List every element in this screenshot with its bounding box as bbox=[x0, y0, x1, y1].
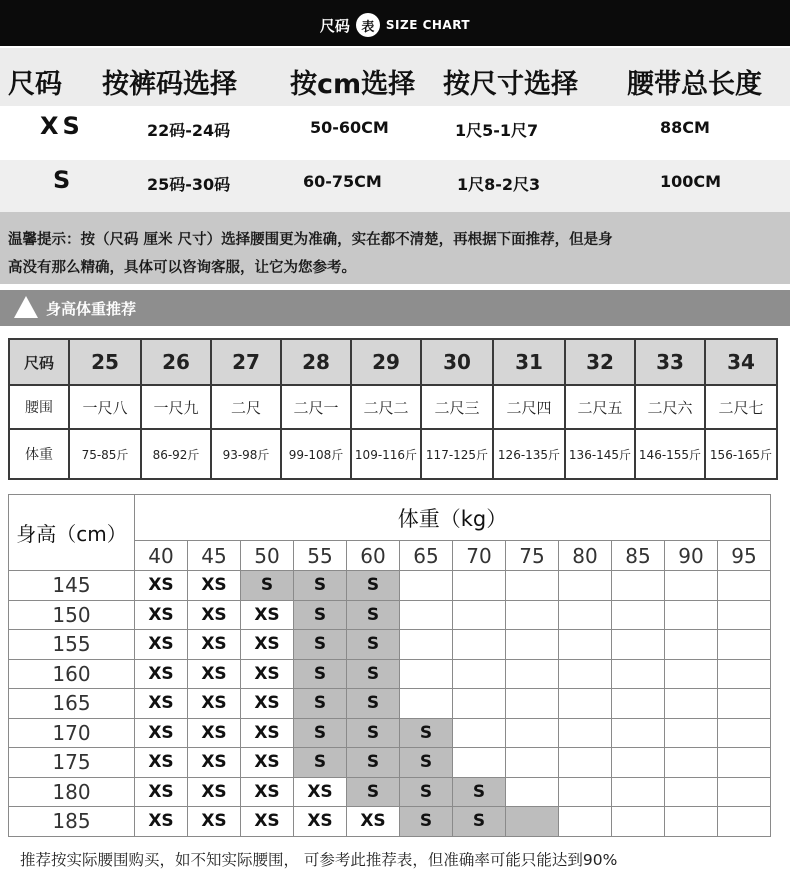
size-recommendation-cell: XS bbox=[188, 630, 241, 660]
weight-col-header: 80 bbox=[559, 541, 612, 571]
waist-cell: 二尺一 bbox=[281, 385, 351, 429]
cm-range: 50-60CM bbox=[310, 118, 389, 137]
tip-line-2: 高没有那么精确，具体可以咨询客服，让它为您参考。 bbox=[8, 260, 356, 276]
weight-cell: 117-125斤 bbox=[421, 429, 493, 479]
height-cell: 165 bbox=[9, 689, 135, 719]
size-recommendation-cell bbox=[559, 718, 612, 748]
size-recommendation-cell bbox=[506, 600, 559, 630]
hw-row bbox=[9, 777, 771, 807]
height-cell: 180 bbox=[9, 777, 135, 807]
col-chi: 按尺寸选择 bbox=[443, 69, 578, 100]
size-recommendation-cell: XS bbox=[294, 777, 347, 807]
size-recommendation-cell: XS bbox=[241, 748, 294, 778]
size-cell: 28 bbox=[281, 339, 351, 385]
size-recommendation-cell: S bbox=[241, 571, 294, 601]
size-recommendation-cell: S bbox=[294, 748, 347, 778]
size-cell: 30 bbox=[421, 339, 493, 385]
hw-row bbox=[9, 600, 771, 630]
weight-cell: 86-92斤 bbox=[141, 429, 211, 479]
size-recommendation-cell: XS bbox=[241, 689, 294, 719]
size-recommendation-cell bbox=[453, 571, 506, 601]
waist-table bbox=[8, 338, 778, 480]
weight-col-header: 50 bbox=[241, 541, 294, 571]
waist-cell: 二尺五 bbox=[565, 385, 635, 429]
size-recommendation-cell bbox=[506, 630, 559, 660]
header-bar bbox=[0, 0, 790, 46]
size-row-s bbox=[0, 160, 790, 212]
waist-row-size bbox=[9, 339, 777, 385]
size-recommendation-cell: XS bbox=[135, 718, 188, 748]
size-label: XS bbox=[40, 112, 84, 140]
hw-row bbox=[9, 807, 771, 837]
size-label: S bbox=[53, 166, 75, 194]
size-recommendation-cell bbox=[718, 718, 771, 748]
size-cell: 31 bbox=[493, 339, 565, 385]
size-recommendation-cell bbox=[718, 748, 771, 778]
size-recommendation-cell: XS bbox=[135, 748, 188, 778]
size-recommendation-cell bbox=[665, 718, 718, 748]
size-recommendation-cell: XS bbox=[135, 777, 188, 807]
size-recommendation-cell bbox=[506, 718, 559, 748]
waist-row-waist bbox=[9, 385, 777, 429]
size-recommendation-cell: XS bbox=[135, 571, 188, 601]
size-recommendation-cell bbox=[665, 689, 718, 719]
section-banner bbox=[0, 290, 790, 326]
weight-cell: 99-108斤 bbox=[281, 429, 351, 479]
size-recommendation-cell: XS bbox=[188, 777, 241, 807]
size-recommendation-cell bbox=[453, 630, 506, 660]
hw-row bbox=[9, 718, 771, 748]
size-recommendation-cell: S bbox=[294, 571, 347, 601]
size-recommendation-cell bbox=[718, 630, 771, 660]
size-recommendation-cell: XS bbox=[241, 659, 294, 689]
size-recommendation-cell: S bbox=[294, 630, 347, 660]
waist-cell: 二尺七 bbox=[705, 385, 777, 429]
weight-cell: 146-155斤 bbox=[635, 429, 705, 479]
size-recommendation-cell bbox=[506, 571, 559, 601]
size-recommendation-cell bbox=[400, 689, 453, 719]
size-recommendation-cell bbox=[559, 807, 612, 837]
weight-col-header: 55 bbox=[294, 541, 347, 571]
size-recommendation-cell bbox=[665, 777, 718, 807]
size-recommendation-cell bbox=[559, 689, 612, 719]
row-label: 体重 bbox=[9, 429, 69, 479]
height-header: 身高（cm） bbox=[9, 495, 135, 571]
size-recommendation-cell bbox=[665, 600, 718, 630]
size-recommendation-cell bbox=[506, 659, 559, 689]
weight-col-header: 60 bbox=[347, 541, 400, 571]
banner-label: 身高体重推荐 bbox=[46, 300, 137, 318]
size-recommendation-cell: XS bbox=[241, 600, 294, 630]
col-size: 尺码 bbox=[8, 69, 62, 100]
hw-row bbox=[9, 630, 771, 660]
size-cell: 29 bbox=[351, 339, 421, 385]
size-recommendation-cell bbox=[506, 777, 559, 807]
belt-length: 100CM bbox=[660, 172, 722, 191]
size-recommendation-cell bbox=[453, 659, 506, 689]
size-recommendation-cell: XS bbox=[188, 600, 241, 630]
size-recommendation-cell: S bbox=[400, 777, 453, 807]
waist-cell: 一尺九 bbox=[141, 385, 211, 429]
waist-cell: 二尺三 bbox=[421, 385, 493, 429]
size-recommendation-cell: XS bbox=[188, 571, 241, 601]
waist-cell: 二尺六 bbox=[635, 385, 705, 429]
size-recommendation-cell: XS bbox=[241, 630, 294, 660]
size-recommendation-cell: S bbox=[294, 659, 347, 689]
header-circle-badge: 表 bbox=[356, 13, 380, 37]
size-recommendation-cell: XS bbox=[135, 600, 188, 630]
footer-note: 推荐按实际腰围购买，如不知实际腰围， 可参考此推荐表，但准确率可能只能达到90% bbox=[20, 851, 618, 869]
size-recommendation-cell bbox=[453, 748, 506, 778]
size-cell: 26 bbox=[141, 339, 211, 385]
hw-row bbox=[9, 571, 771, 601]
size-recommendation-cell bbox=[665, 630, 718, 660]
weight-cell: 126-135斤 bbox=[493, 429, 565, 479]
size-recommendation-cell: XS bbox=[188, 748, 241, 778]
size-recommendation-cell bbox=[665, 571, 718, 601]
size-recommendation-cell: XS bbox=[241, 807, 294, 837]
weight-col-header: 45 bbox=[188, 541, 241, 571]
size-recommendation-cell: S bbox=[347, 748, 400, 778]
chi-range: 1尺5-1尺7 bbox=[455, 121, 539, 140]
size-recommendation-cell bbox=[718, 659, 771, 689]
waist-cell: 一尺八 bbox=[69, 385, 141, 429]
height-cell: 185 bbox=[9, 807, 135, 837]
size-recommendation-cell: S bbox=[294, 689, 347, 719]
size-recommendation-cell: S bbox=[347, 659, 400, 689]
size-cell: 25 bbox=[69, 339, 141, 385]
col-belt: 腰带总长度 bbox=[627, 69, 762, 100]
col-pants: 按裤码选择 bbox=[102, 69, 237, 100]
weight-cell: 136-145斤 bbox=[565, 429, 635, 479]
chi-range: 1尺8-2尺3 bbox=[457, 175, 541, 194]
tip-box bbox=[0, 212, 790, 284]
size-recommendation-cell: XS bbox=[135, 659, 188, 689]
size-recommendation-cell bbox=[718, 777, 771, 807]
size-recommendation-cell bbox=[612, 777, 665, 807]
row-label: 腰围 bbox=[9, 385, 69, 429]
size-recommendation-cell: S bbox=[347, 718, 400, 748]
size-recommendation-cell bbox=[559, 659, 612, 689]
size-recommendation-cell: S bbox=[347, 600, 400, 630]
weight-col-header: 40 bbox=[135, 541, 188, 571]
cm-range: 60-75CM bbox=[303, 172, 382, 191]
size-recommendation-cell: S bbox=[400, 807, 453, 837]
size-recommendation-cell bbox=[718, 807, 771, 837]
size-recommendation-cell: XS bbox=[188, 689, 241, 719]
size-recommendation-cell bbox=[612, 807, 665, 837]
hw-row bbox=[9, 659, 771, 689]
size-recommendation-cell bbox=[612, 630, 665, 660]
size-recommendation-cell bbox=[559, 777, 612, 807]
weight-col-header: 70 bbox=[453, 541, 506, 571]
header-right-text: SIZE CHART bbox=[385, 18, 471, 32]
hw-row bbox=[9, 748, 771, 778]
weight-col-header: 85 bbox=[612, 541, 665, 571]
header-title bbox=[0, 8, 790, 42]
size-table-header bbox=[0, 48, 790, 110]
col-cm: 按cm选择 bbox=[290, 69, 416, 100]
size-recommendation-cell bbox=[718, 571, 771, 601]
size-recommendation-cell bbox=[612, 659, 665, 689]
size-recommendation-cell: XS bbox=[294, 807, 347, 837]
size-recommendation-cell bbox=[559, 748, 612, 778]
size-recommendation-cell bbox=[400, 630, 453, 660]
size-cell: 32 bbox=[565, 339, 635, 385]
height-cell: 145 bbox=[9, 571, 135, 601]
waist-cell: 二尺 bbox=[211, 385, 281, 429]
size-recommendation-cell bbox=[718, 600, 771, 630]
size-cell: 27 bbox=[211, 339, 281, 385]
pants-range: 25码-30码 bbox=[147, 175, 231, 194]
size-recommendation-cell: S bbox=[400, 718, 453, 748]
size-recommendation-cell bbox=[665, 748, 718, 778]
height-cell: 150 bbox=[9, 600, 135, 630]
size-recommendation-cell bbox=[559, 600, 612, 630]
weight-col-header: 75 bbox=[506, 541, 559, 571]
size-recommendation-cell: S bbox=[294, 718, 347, 748]
weight-cell: 109-116斤 bbox=[351, 429, 421, 479]
size-recommendation-cell: XS bbox=[188, 718, 241, 748]
weight-cell: 93-98斤 bbox=[211, 429, 281, 479]
size-recommendation-cell bbox=[612, 689, 665, 719]
size-recommendation-cell bbox=[612, 571, 665, 601]
size-recommendation-cell bbox=[453, 689, 506, 719]
size-recommendation-cell: XS bbox=[241, 718, 294, 748]
size-recommendation-cell bbox=[612, 600, 665, 630]
size-recommendation-cell: XS bbox=[188, 807, 241, 837]
size-cell: 33 bbox=[635, 339, 705, 385]
size-recommendation-cell bbox=[559, 571, 612, 601]
size-recommendation-cell bbox=[400, 571, 453, 601]
weight-col-header: 90 bbox=[665, 541, 718, 571]
size-recommendation-cell bbox=[612, 718, 665, 748]
size-recommendation-cell: S bbox=[400, 748, 453, 778]
header-left-text: 尺码 bbox=[319, 16, 350, 35]
size-recommendation-cell: S bbox=[453, 807, 506, 837]
waist-row-weight bbox=[9, 429, 777, 479]
size-recommendation-cell: XS bbox=[347, 807, 400, 837]
size-recommendation-cell bbox=[400, 659, 453, 689]
height-cell: 175 bbox=[9, 748, 135, 778]
tip-line-1: 温馨提示：按（尺码 厘米 尺寸）选择腰围更为准确，实在都不清楚，再根据下面推荐，但是身 bbox=[8, 232, 613, 248]
size-recommendation-cell bbox=[665, 807, 718, 837]
height-weight-table bbox=[8, 494, 771, 837]
size-recommendation-cell: S bbox=[294, 600, 347, 630]
height-cell: 155 bbox=[9, 630, 135, 660]
size-recommendation-cell: XS bbox=[135, 689, 188, 719]
weight-cell: 75-85斤 bbox=[69, 429, 141, 479]
size-recommendation-cell: S bbox=[347, 571, 400, 601]
weight-header: 体重（kg） bbox=[135, 495, 771, 541]
waist-cell: 二尺二 bbox=[351, 385, 421, 429]
size-recommendation-cell bbox=[718, 689, 771, 719]
hw-title-row bbox=[9, 495, 771, 541]
size-recommendation-cell: XS bbox=[188, 659, 241, 689]
size-recommendation-cell: S bbox=[347, 777, 400, 807]
size-recommendation-cell: XS bbox=[135, 630, 188, 660]
size-recommendation-cell bbox=[506, 689, 559, 719]
size-recommendation-cell: S bbox=[453, 777, 506, 807]
size-cell: 34 bbox=[705, 339, 777, 385]
size-recommendation-cell: XS bbox=[241, 777, 294, 807]
hw-row bbox=[9, 689, 771, 719]
size-recommendation-cell bbox=[612, 748, 665, 778]
size-recommendation-cell bbox=[506, 807, 559, 837]
triangle-icon bbox=[14, 296, 38, 318]
height-cell: 160 bbox=[9, 659, 135, 689]
weight-col-header: 95 bbox=[718, 541, 771, 571]
pants-range: 22码-24码 bbox=[147, 121, 231, 140]
size-recommendation-cell bbox=[665, 659, 718, 689]
size-recommendation-cell bbox=[453, 600, 506, 630]
row-label: 尺码 bbox=[9, 339, 69, 385]
size-row-xs bbox=[0, 106, 790, 156]
height-cell: 170 bbox=[9, 718, 135, 748]
size-recommendation-cell bbox=[506, 748, 559, 778]
weight-col-header: 65 bbox=[400, 541, 453, 571]
belt-length: 88CM bbox=[660, 118, 710, 137]
size-recommendation-cell bbox=[400, 600, 453, 630]
size-recommendation-cell bbox=[559, 630, 612, 660]
waist-cell: 二尺四 bbox=[493, 385, 565, 429]
size-recommendation-cell: S bbox=[347, 630, 400, 660]
size-recommendation-cell bbox=[453, 718, 506, 748]
weight-cell: 156-165斤 bbox=[705, 429, 777, 479]
size-recommendation-cell: XS bbox=[135, 807, 188, 837]
size-recommendation-cell: S bbox=[347, 689, 400, 719]
